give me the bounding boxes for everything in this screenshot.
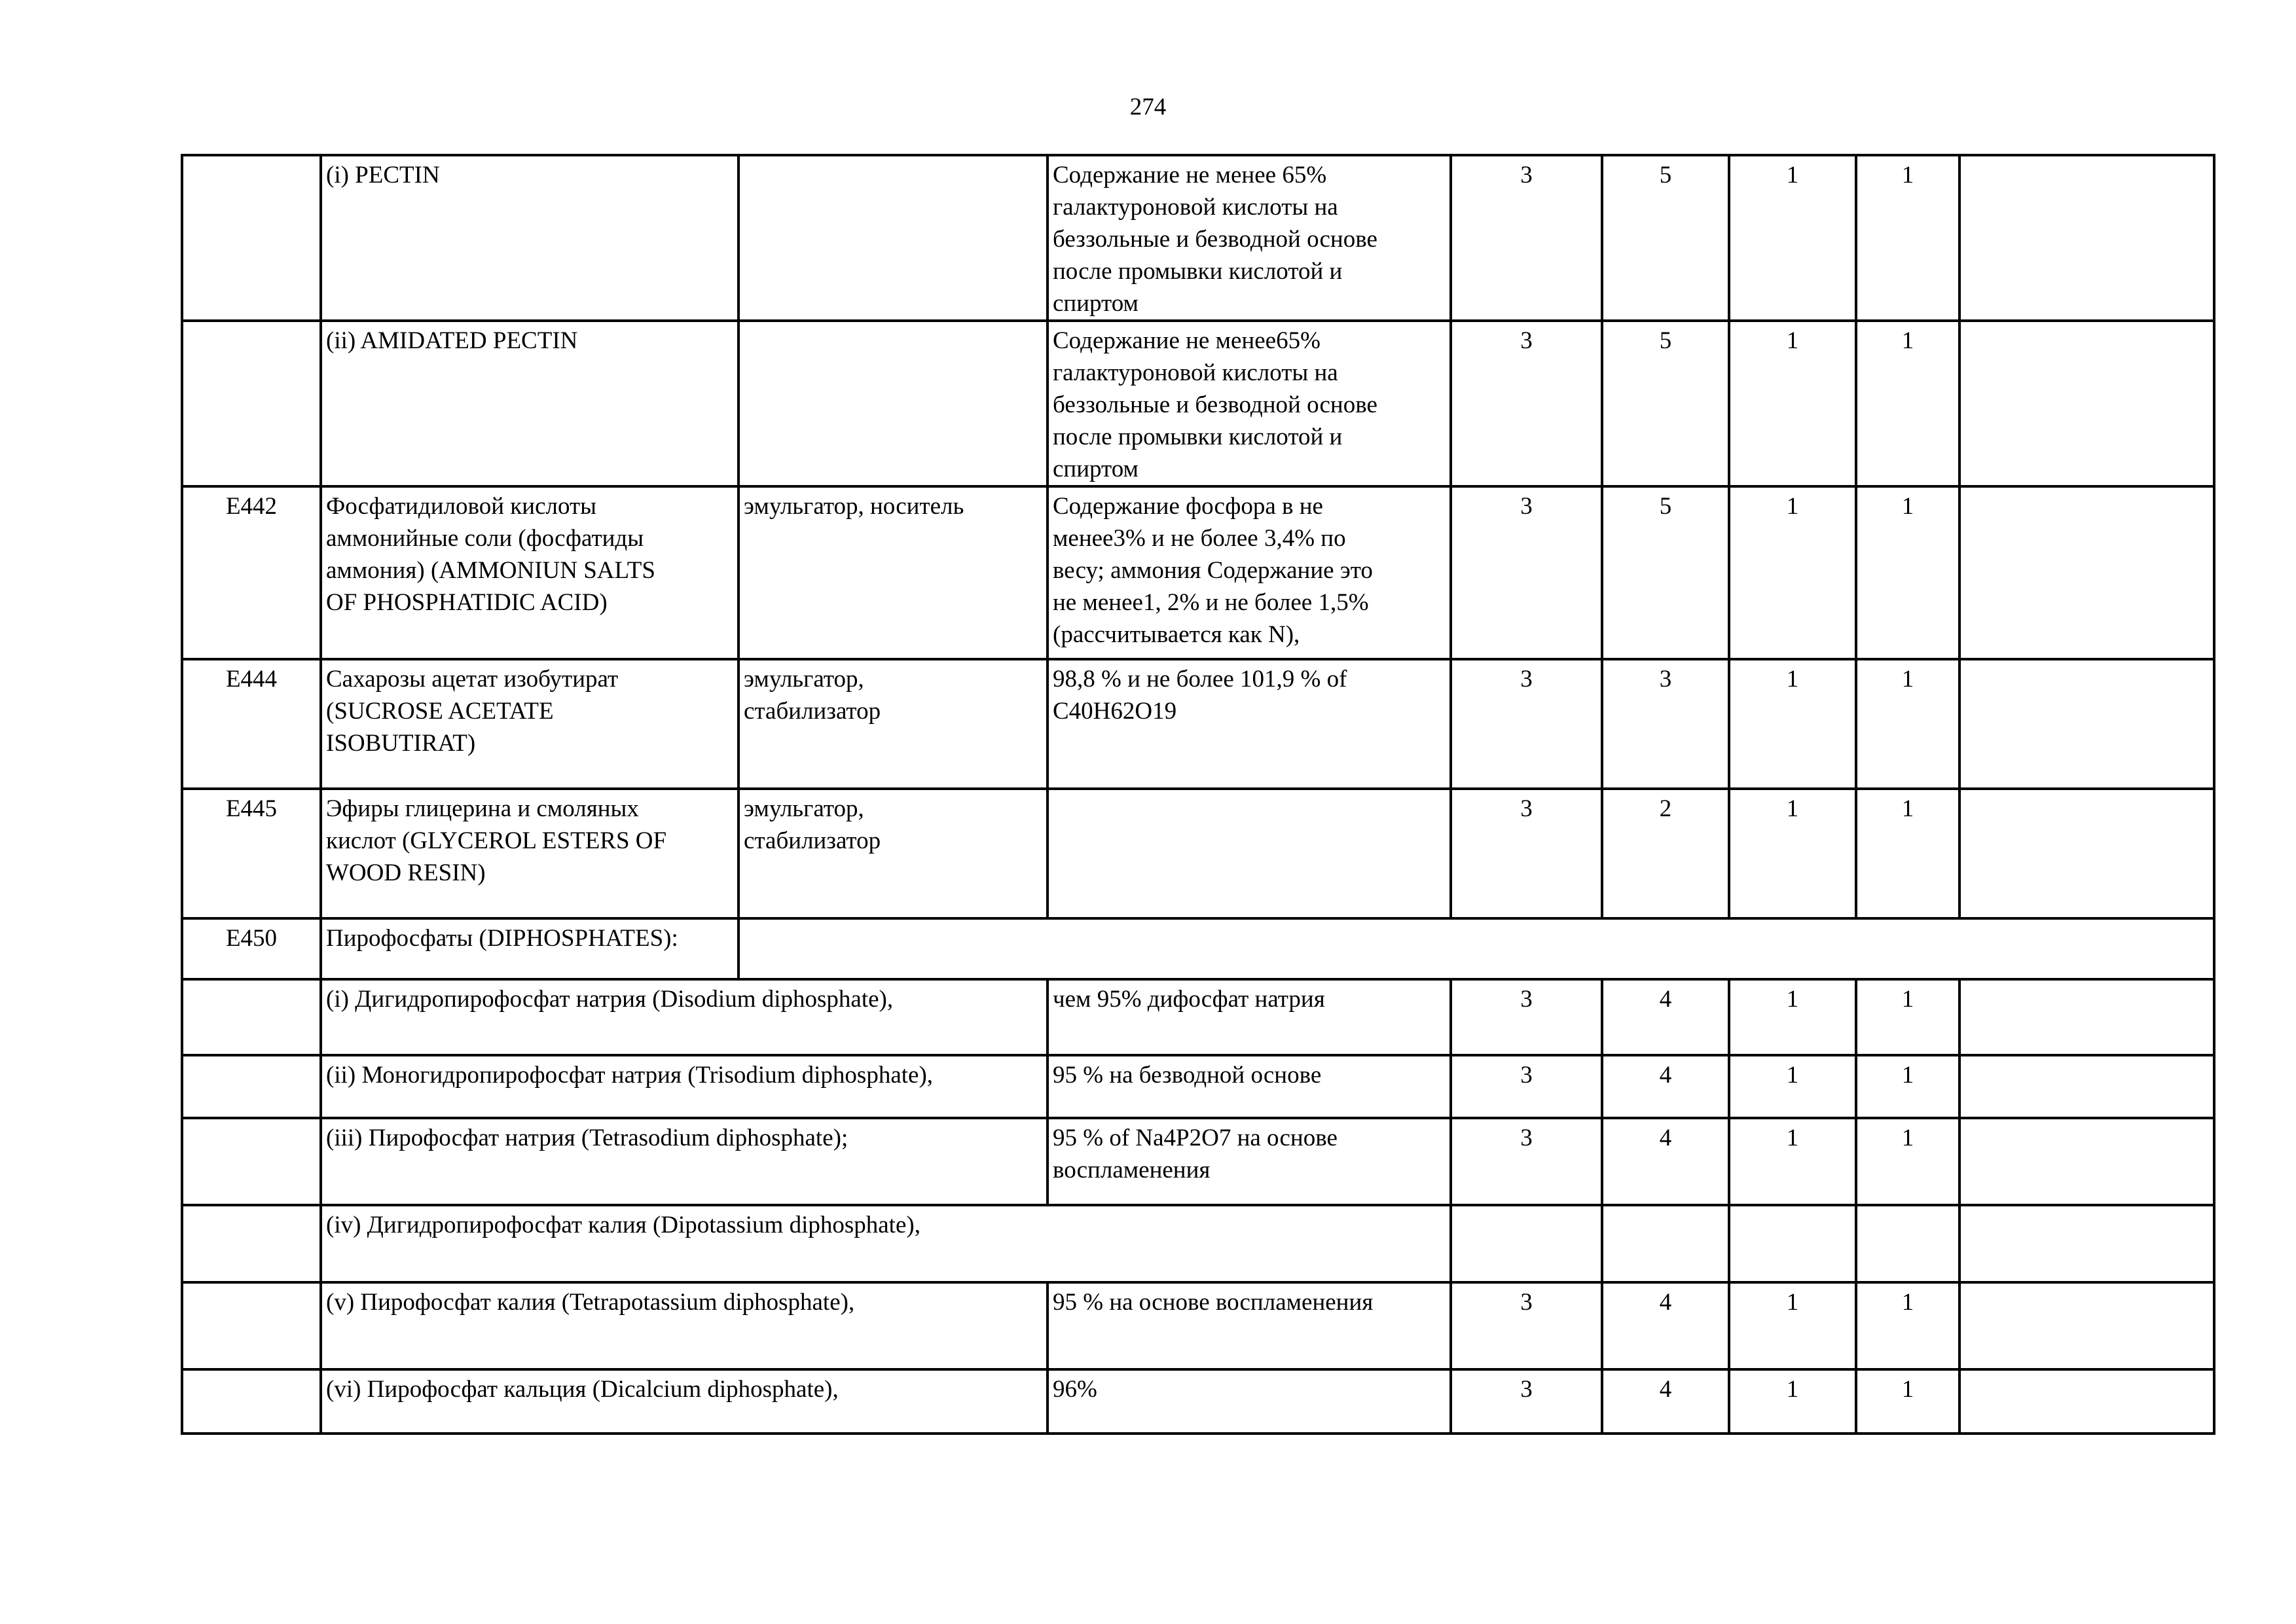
- cell-n2: 4: [1602, 1118, 1729, 1205]
- cell-code: [182, 1369, 321, 1434]
- additives-table: [181, 154, 2215, 1435]
- cell-n3: 1: [1729, 1369, 1856, 1434]
- cell-code: [182, 321, 321, 486]
- cell-code: [182, 1118, 321, 1205]
- cell-note: [1959, 659, 2214, 789]
- cell-code: [182, 1282, 321, 1369]
- cell-name: (ii) AMIDATED PECTIN: [321, 321, 738, 486]
- cell-note: [1959, 979, 2214, 1055]
- cell-name: (v) Пирофосфат калия (Tetrapotassium diphosphate),: [321, 1282, 1048, 1369]
- table-row: [182, 321, 2214, 486]
- cell-spec: 95 % of Na4P2O7 на основе воспламенения: [1048, 1118, 1451, 1205]
- table-row: [182, 486, 2214, 659]
- cell-n4: 1: [1856, 1118, 1959, 1205]
- table-row: [182, 918, 2214, 979]
- cell-n2: 4: [1602, 1055, 1729, 1118]
- cell-note: [1959, 1282, 2214, 1369]
- table-row: [182, 659, 2214, 789]
- cell-name: (i) PECTIN: [321, 155, 738, 321]
- table-row: [182, 1118, 2214, 1205]
- cell-n1: 3: [1451, 979, 1602, 1055]
- cell-n3: 1: [1729, 1282, 1856, 1369]
- cell-n1: [1451, 1205, 1602, 1282]
- cell-n3: 1: [1729, 789, 1856, 918]
- cell-function: эмульгатор, носитель: [738, 486, 1048, 659]
- table-row: [182, 1282, 2214, 1369]
- cell-name: (ii) Моногидропирофосфат натрия (Trisodium diphosphate),: [321, 1055, 1048, 1118]
- cell-n1: 3: [1451, 1369, 1602, 1434]
- cell-n2: 3: [1602, 659, 1729, 789]
- cell-n3: 1: [1729, 155, 1856, 321]
- cell-note: [1959, 1369, 2214, 1434]
- cell-n4: 1: [1856, 486, 1959, 659]
- cell-name: (vi) Пирофосфат кальция (Dicalcium diphosphate),: [321, 1369, 1048, 1434]
- cell-n2: 5: [1602, 486, 1729, 659]
- cell-code: E450: [182, 918, 321, 979]
- cell-n4: [1856, 1205, 1959, 1282]
- cell-n4: 1: [1856, 659, 1959, 789]
- cell-spec: чем 95% дифосфат натрия: [1048, 979, 1451, 1055]
- cell-spec: Содержание фосфора в не менее3% и не более 3,4% по весу; аммония Содержание это не менее1, 2% и не более 1,5% (рассчитывается как N),: [1048, 486, 1451, 659]
- cell-name: Пирофосфаты (DIPHOSPHATES):: [321, 918, 738, 979]
- cell-n3: 1: [1729, 1118, 1856, 1205]
- table-row: [182, 1369, 2214, 1434]
- cell-code: E442: [182, 486, 321, 659]
- cell-n1: 3: [1451, 486, 1602, 659]
- cell-n2: 4: [1602, 1369, 1729, 1434]
- cell-n2: 5: [1602, 321, 1729, 486]
- cell-code: [182, 1055, 321, 1118]
- cell-n3: 1: [1729, 659, 1856, 789]
- cell-n2: 5: [1602, 155, 1729, 321]
- cell-spec: [1048, 789, 1451, 918]
- cell-name: Фосфатидиловой кислоты аммонийные соли (фосфатиды аммония) (AMMONIUN SALTS OF PHOSPHATIDIC ACID): [321, 486, 738, 659]
- cell-note: [1959, 486, 2214, 659]
- cell-function: [738, 321, 1048, 486]
- cell-n4: 1: [1856, 321, 1959, 486]
- cell-note: [1959, 1118, 2214, 1205]
- cell-n1: 3: [1451, 659, 1602, 789]
- cell-n2: [1602, 1205, 1729, 1282]
- cell-n4: 1: [1856, 1369, 1959, 1434]
- cell-n2: 4: [1602, 1282, 1729, 1369]
- cell-n3: 1: [1729, 486, 1856, 659]
- cell-function: эмульгатор, стабилизатор: [738, 659, 1048, 789]
- cell-note: [1959, 1055, 2214, 1118]
- cell-n3: 1: [1729, 321, 1856, 486]
- cell-code: E445: [182, 789, 321, 918]
- table-row: [182, 979, 2214, 1055]
- cell-n1: 3: [1451, 321, 1602, 486]
- cell-n4: 1: [1856, 1282, 1959, 1369]
- table-row: [182, 155, 2214, 321]
- cell-name: (iii) Пирофосфат натрия (Tetrasodium diphosphate);: [321, 1118, 1048, 1205]
- cell-note: [1959, 1205, 2214, 1282]
- table-row: [182, 789, 2214, 918]
- cell-note: [1959, 789, 2214, 918]
- cell-n1: 3: [1451, 1282, 1602, 1369]
- cell-n2: 4: [1602, 979, 1729, 1055]
- cell-name: (iv) Дигидропирофосфат калия (Dipotassium diphosphate),: [321, 1205, 1451, 1282]
- cell-empty-span: [738, 918, 2214, 979]
- cell-spec: Содержание не менее 65% галактуроновой кислоты на беззольные и безводной основе после промывки кислотой и спиртом: [1048, 155, 1451, 321]
- page-number: 274: [1129, 94, 1167, 120]
- cell-spec: 95 % на основе воспламенения: [1048, 1282, 1451, 1369]
- cell-n1: 3: [1451, 1118, 1602, 1205]
- table-row: [182, 1205, 2214, 1282]
- cell-n4: 1: [1856, 979, 1959, 1055]
- cell-n1: 3: [1451, 155, 1602, 321]
- cell-code: [182, 979, 321, 1055]
- cell-n4: 1: [1856, 155, 1959, 321]
- cell-name: Эфиры глицерина и смоляных кислот (GLYCEROL ESTERS OF WOOD RESIN): [321, 789, 738, 918]
- cell-n2: 2: [1602, 789, 1729, 918]
- cell-n4: 1: [1856, 1055, 1959, 1118]
- cell-code: [182, 155, 321, 321]
- cell-spec: 98,8 % и не более 101,9 % of C40H62O19: [1048, 659, 1451, 789]
- cell-spec: Содержание не менее65% галактуроновой кислоты на беззольные и безводной основе после промывки кислотой и спиртом: [1048, 321, 1451, 486]
- cell-function: [738, 155, 1048, 321]
- cell-n1: 3: [1451, 789, 1602, 918]
- cell-note: [1959, 155, 2214, 321]
- cell-note: [1959, 321, 2214, 486]
- cell-n3: 1: [1729, 979, 1856, 1055]
- cell-name: Сахарозы ацетат изобутират (SUCROSE ACETATE ISOBUTIRAT): [321, 659, 738, 789]
- cell-n3: [1729, 1205, 1856, 1282]
- cell-spec: 95 % на безводной основе: [1048, 1055, 1451, 1118]
- cell-code: E444: [182, 659, 321, 789]
- table-row: [182, 1055, 2214, 1118]
- cell-function: эмульгатор, стабилизатор: [738, 789, 1048, 918]
- cell-n4: 1: [1856, 789, 1959, 918]
- cell-name: (i) Дигидропирофосфат натрия (Disodium diphosphate),: [321, 979, 1048, 1055]
- cell-n3: 1: [1729, 1055, 1856, 1118]
- cell-code: [182, 1205, 321, 1282]
- cell-n1: 3: [1451, 1055, 1602, 1118]
- cell-spec: 96%: [1048, 1369, 1451, 1434]
